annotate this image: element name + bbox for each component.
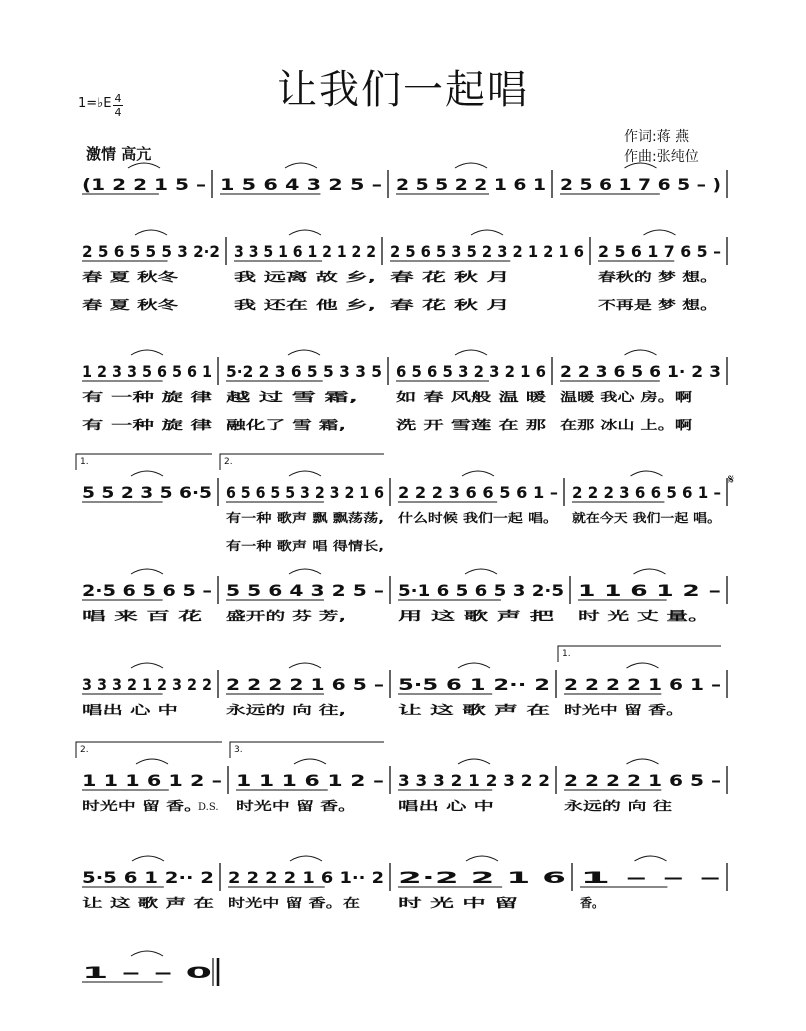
measure-notes: 5 5 2 3 5 6·5 <box>82 483 212 502</box>
slur <box>625 350 657 355</box>
slur <box>471 230 503 235</box>
lyric-verse-2: 春 花 秋 月 <box>390 298 451 312</box>
slur <box>132 856 164 861</box>
lyric-verse-1: 温暖 我心 房。啊 <box>560 390 653 404</box>
lyric-verse-1: 让 这 歌 声 在 <box>82 896 159 910</box>
measure-notes: 2 5 6 1 7 6 5 – ) <box>560 175 721 194</box>
lyric-verse-1: 盛开的 芬 芳, <box>226 609 299 623</box>
lyric-verse-1: 时光中 留 香。 <box>236 799 317 813</box>
measure-notes: 1 5 6 4 3 2 5 – <box>220 175 382 194</box>
lyric-verse-1: 唱出 心 中 <box>82 703 139 717</box>
lyric-verse-1: 就在今天 我们一起 唱。 <box>572 511 701 525</box>
slur <box>462 471 494 476</box>
lyric-verse-1: 春 花 秋 月 <box>390 270 451 284</box>
slur <box>136 759 168 764</box>
composer-credit: 作曲:张纯位 <box>624 149 699 165</box>
lyric-verse-1: 用 这 歌 声 把 <box>398 609 475 623</box>
lyric-verse-2: 在那 冰山 上。啊 <box>560 418 653 432</box>
measure-notes: 3 3 3 2 1 2 3 2 2 <box>398 771 550 790</box>
slur <box>635 856 667 861</box>
slur <box>294 759 326 764</box>
measure-notes: 2 2 2 3 6 6 5 6 1 – <box>398 483 558 502</box>
lyric-verse-1: 唱 来 百 花 <box>82 609 143 623</box>
measure-notes: 6 5 6 5 5 3 2 3 2 1 6 <box>226 483 384 502</box>
slur <box>135 230 167 235</box>
measure-notes: 1 2 3 3 5 6 5 6 1 <box>82 362 212 381</box>
lyric-verse-1: 时 光 丈 量。 <box>578 609 651 623</box>
measure-notes: 2·5 6 5 6 5 – <box>82 581 212 600</box>
slur <box>131 951 163 956</box>
lyric-verse-1: 香。 <box>580 896 605 910</box>
time-signature-top: 4 <box>114 92 122 105</box>
measure-notes: 2·2 2 1 6 <box>398 868 566 887</box>
lyric-verse-1: 越 过 雪 霜, <box>226 390 292 404</box>
lyric-verse-2: 有一种 歌声 唱 得情长, <box>226 539 352 553</box>
lyric-verse-1: 时光中 留 香。 <box>82 799 163 813</box>
slur <box>466 856 498 861</box>
volta-number: 2. <box>224 457 233 467</box>
key-signature: 1=♭E <box>78 96 112 111</box>
lyric-verse-2: 春 夏 秋冬 <box>82 298 139 312</box>
measure-notes: 2 2 2 2 1 6 1 – <box>564 675 721 694</box>
slur <box>644 230 676 235</box>
measure-notes: 6 5 6 5 3 2 3 2 1 6 <box>396 362 546 381</box>
lyric-verse-2: 洗 开 雪莲 在 那 <box>396 418 485 432</box>
volta-bracket <box>230 742 384 758</box>
lyric-verse-1: 时光中 留 香。在 <box>228 896 321 910</box>
measure-notes: 5·5 6 1 2·· 2 <box>82 868 214 887</box>
slur <box>458 663 490 668</box>
measure-notes: 2 2 2 2 1 6 1·· 2 <box>228 868 384 887</box>
time-signature-bottom: 4 <box>114 106 122 119</box>
measure-notes: 2 2 2 2 1 6 5 – <box>226 675 384 694</box>
measure-notes: 2 5 6 5 3 5 2 3 2 1 2 1 6 <box>390 242 584 261</box>
volta-number: 2. <box>80 745 89 755</box>
slur <box>289 663 321 668</box>
lyric-verse-1: 时光中 留 香。 <box>564 703 645 717</box>
lyric-verse-1: 永远的 向 往, <box>226 703 299 717</box>
lyric-verse-1: 什么时候 我们一起 唱。 <box>398 511 527 525</box>
volta-number: 1. <box>562 649 571 659</box>
measure-notes: 2 2 2 2 1 6 5 – <box>564 771 721 790</box>
lyric-verse-2: 融化了 雪 霜, <box>226 418 299 432</box>
slur <box>289 471 321 476</box>
lyric-verse-1: 我 远离 故 乡, <box>234 270 312 284</box>
lyricist-credit: 作词:蒋 燕 <box>624 129 690 145</box>
slur <box>465 569 497 574</box>
slur <box>288 350 320 355</box>
dal-segno-mark: D.S. <box>198 802 219 813</box>
measure-notes: 5·1 6 5 6 5 3 2·5 <box>398 581 564 600</box>
slur <box>625 163 657 168</box>
volta-bracket <box>558 646 721 662</box>
volta-number: 1. <box>80 457 89 467</box>
measure-notes: 5 5 6 4 3 2 5 – <box>226 581 384 600</box>
slur <box>627 759 659 764</box>
lyric-verse-1: 春秋的 梦 想。 <box>598 270 679 284</box>
lyric-verse-1: 如 春 风般 温 暖 <box>396 390 485 404</box>
slur <box>455 163 487 168</box>
lyric-verse-2: 有 一种 旋 律 <box>82 418 155 432</box>
lyric-verse-1: 唱出 心 中 <box>398 799 455 813</box>
slur <box>627 663 659 668</box>
volta-bracket <box>220 454 384 470</box>
measure-notes: 1 1 1 6 1 2 – <box>236 771 384 790</box>
measure-notes: 2 5 5 2 2 1 6 1 <box>396 175 546 194</box>
slur <box>289 569 321 574</box>
slur <box>131 663 163 668</box>
lyric-verse-2: 我 还在 他 乡, <box>234 298 312 312</box>
measure-notes: 1 – – – <box>580 868 721 887</box>
measure-notes: 2 5 6 5 5 5 3 2·2 <box>82 242 220 261</box>
measure-notes: 3 3 5 1 6 1 2 1 2 2 <box>234 242 376 261</box>
slur <box>285 163 317 168</box>
slur <box>131 471 163 476</box>
song-title: 让我们一起唱 <box>277 67 529 113</box>
measure-notes: 2 2 3 6 5 6 1· 2 3 <box>560 362 721 381</box>
slur <box>128 163 160 168</box>
volta-bracket <box>76 742 222 758</box>
measure-notes: 2 2 2 3 6 6 5 6 1 – <box>572 483 721 502</box>
lyric-verse-1: 时 光 中 留 <box>398 896 459 910</box>
lyric-verse-1: 让 这 歌 声 在 <box>398 703 475 717</box>
measure-notes: 1 1 6 1 2 – <box>578 581 721 600</box>
lyric-verse-1: 有 一种 旋 律 <box>82 390 155 404</box>
lyric-verse-1: 永远的 向 往 <box>564 799 633 813</box>
measure-notes: 3 3 3 2 1 2 3 2 2 <box>82 675 212 694</box>
lyric-verse-1: 有一种 歌声 飘 飘荡荡, <box>226 511 352 525</box>
tempo-mood-marking: 激情 高亢 <box>86 145 152 163</box>
measure-notes: (1 2 2 1 5 – <box>82 175 206 194</box>
slur <box>458 759 490 764</box>
slur <box>131 350 163 355</box>
measure-notes: 2 5 6 1 7 6 5 – <box>598 242 721 261</box>
slur <box>455 350 487 355</box>
measure-notes: 5·5 6 1 2·· 2 <box>398 675 550 694</box>
lyric-verse-1: 春 夏 秋冬 <box>82 270 139 284</box>
slur <box>634 569 666 574</box>
volta-number: 3. <box>234 745 243 755</box>
slur <box>290 856 322 861</box>
lyric-verse-2: 不再是 梦 想。 <box>598 298 679 312</box>
segno-sign: 𝄋 <box>728 472 735 488</box>
measure-notes: 1 1 1 6 1 2 – <box>82 771 222 790</box>
measure-notes: 5·2 2 3 6 5 5 3 3 5 <box>226 362 382 381</box>
slur <box>131 569 163 574</box>
measure-notes: 1 – – 0 <box>82 963 212 982</box>
slur <box>289 230 321 235</box>
slur <box>631 471 663 476</box>
volta-bracket <box>76 454 212 470</box>
